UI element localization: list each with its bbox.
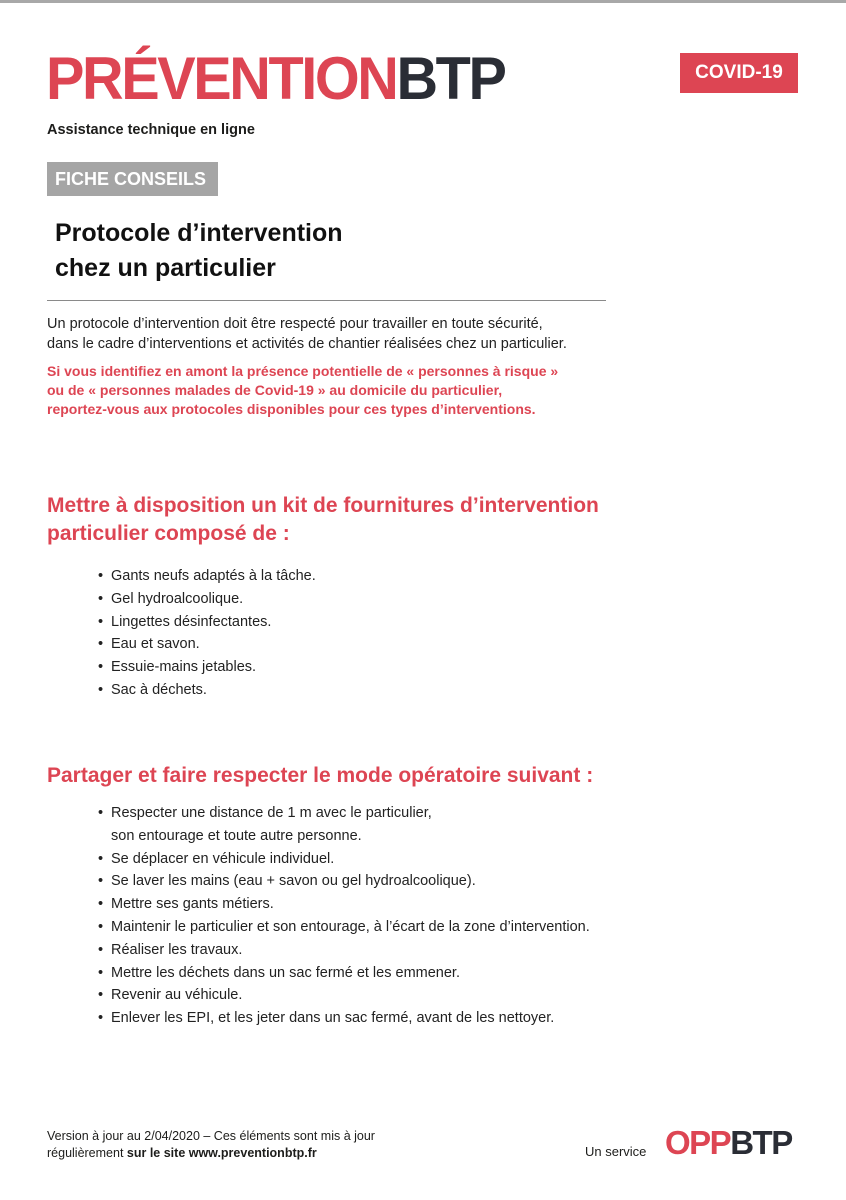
preventionbtp-logo	[46, 45, 505, 112]
warning-paragraph	[47, 362, 558, 419]
list-item-text: Revenir au véhicule.	[111, 987, 243, 1004]
intro-line2: dans le cadre d’interventions et activités de chantier réalisées chez un particulier.	[47, 336, 567, 352]
warning-line1: Si vous identifiez en amont la présence potentielle de « personnes à risque »	[47, 363, 559, 379]
list-item-text: Réaliser les travaux.	[111, 941, 243, 958]
list-item	[98, 939, 590, 962]
bullet-icon: •	[98, 987, 104, 1004]
list-item-text: Se déplacer en véhicule individuel.	[111, 850, 335, 867]
list-item	[98, 870, 590, 893]
bullet-icon: •	[98, 964, 104, 981]
bullet-icon: •	[98, 659, 104, 676]
section1-heading-line1: Mettre à disposition un kit de fournitures d’intervention	[47, 494, 599, 517]
intro-paragraph	[47, 314, 567, 354]
bullet-icon: •	[98, 850, 104, 867]
bullet-icon: •	[98, 941, 104, 958]
logo-prevention-text: PRÉVENTION	[46, 45, 397, 112]
kit-list	[98, 565, 316, 702]
footer-line1: Version à jour au 2/04/2020 – Ces éléments sont mis à jour	[47, 1129, 375, 1143]
title-divider	[47, 300, 606, 301]
list-item	[98, 916, 590, 939]
bullet-icon: •	[98, 568, 104, 584]
fiche-conseils-tag: FICHE CONSEILS	[47, 162, 218, 196]
page-title-line2: chez un particulier	[55, 254, 276, 282]
list-item-text: Sac à déchets.	[111, 681, 207, 698]
list-item	[98, 565, 316, 588]
logo-btp-text: BTP	[396, 45, 505, 112]
list-item-text: Respecter une distance de 1 m avec le particulier,	[111, 805, 432, 821]
list-item	[98, 848, 590, 871]
logo-btp-footer-text: BTP	[730, 1124, 792, 1161]
section2-heading: Partager et faire respecter le mode opératoire suivant :	[47, 764, 594, 787]
list-item	[98, 893, 590, 916]
list-item-text: Essuie-mains jetables.	[111, 659, 257, 676]
list-item	[98, 656, 316, 679]
covid-badge: COVID-19	[680, 53, 798, 93]
warning-line3: reportez-vous aux protocoles disponibles pour ces types d’interventions.	[47, 401, 536, 417]
footer-version-note	[47, 1128, 375, 1162]
list-item-text: Gel hydroalcoolique.	[111, 590, 244, 607]
list-item-text-continued: son entourage et toute autre personne.	[111, 827, 362, 844]
intro-line1: Un protocole d’intervention doit être respecté pour travailler en toute sécurité,	[47, 316, 543, 332]
bullet-icon: •	[98, 636, 104, 653]
service-label: Un service	[585, 1144, 647, 1159]
footer-line2	[47, 1145, 375, 1162]
subtitle: Assistance technique en ligne	[47, 122, 255, 138]
footer-website-link[interactable]: sur le site www.preventionbtp.fr	[126, 1146, 317, 1160]
list-item-text: Lingettes désinfectantes.	[111, 613, 272, 630]
page-title	[55, 216, 343, 286]
bullet-icon: •	[98, 918, 104, 935]
bullet-icon: •	[98, 681, 104, 698]
list-item-text: Mettre les déchets dans un sac fermé et les emmener.	[111, 964, 460, 981]
section1-heading-line2: particulier composé de :	[47, 522, 290, 545]
list-item-text: Enlever les EPI, et les jeter dans un sac fermé, avant de les nettoyer.	[111, 1010, 555, 1027]
bullet-icon: •	[98, 613, 104, 630]
bullet-icon: •	[98, 873, 104, 890]
bullet-icon: •	[98, 805, 104, 821]
list-item-text: Mettre ses gants métiers.	[111, 896, 274, 913]
list-item	[98, 588, 316, 611]
list-item-text: Eau et savon.	[111, 636, 200, 653]
warning-line2: ou de « personnes malades de Covid-19 » au domicile du particulier,	[47, 382, 503, 398]
list-item	[98, 633, 316, 656]
oppbtp-logo	[665, 1124, 792, 1162]
list-item	[98, 984, 590, 1007]
list-item	[98, 1007, 590, 1030]
list-item	[98, 962, 590, 985]
section1-heading	[47, 492, 599, 548]
page-title-line1: Protocole d’intervention	[55, 219, 343, 247]
list-item-text: Maintenir le particulier et son entourage, à l’écart de la zone d’intervention.	[111, 918, 590, 935]
footer-line2-prefix: régulièrement	[47, 1146, 127, 1160]
list-item-text: Se laver les mains (eau + savon ou gel hydroalcoolique).	[111, 873, 476, 890]
list-item	[98, 611, 316, 634]
bullet-icon: •	[98, 590, 104, 607]
list-item	[98, 679, 316, 702]
bullet-icon: •	[98, 896, 104, 913]
bullet-icon: •	[98, 1010, 104, 1027]
list-item-text: Gants neufs adaptés à la tâche.	[111, 568, 316, 584]
logo-opp-text: OPP	[665, 1124, 731, 1161]
procedure-list	[98, 802, 590, 1030]
list-item	[98, 802, 590, 848]
